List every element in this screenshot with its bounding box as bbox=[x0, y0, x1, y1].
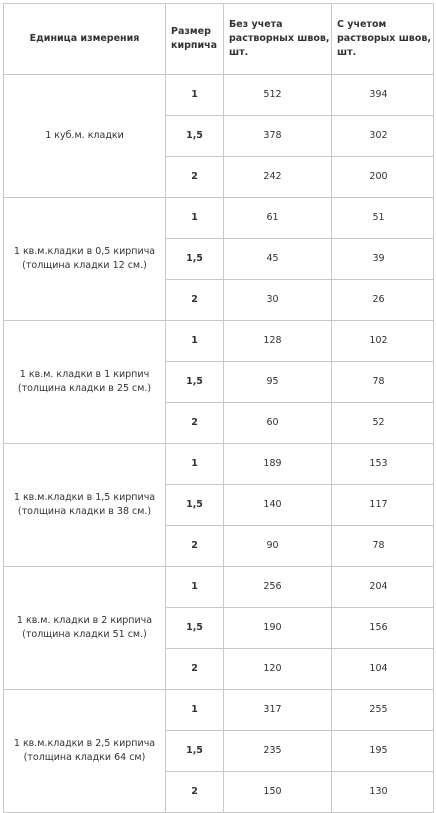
header-row bbox=[4, 4, 434, 75]
without-joints-cell: 150 bbox=[224, 772, 332, 813]
without-joints-cell: 378 bbox=[224, 116, 332, 157]
unit-cell: 1 кв.м. кладки в 1 кирпич (толщина кладки в 25 см.) bbox=[4, 321, 166, 444]
unit-cell: 1 кв.м. кладки в 2 кирпича (толщина кладки 51 см.) bbox=[4, 567, 166, 690]
with-joints-cell: 156 bbox=[332, 608, 434, 649]
unit-cell: 1 кв.м.кладки в 2,5 кирпича (толщина кладки 64 см) bbox=[4, 690, 166, 813]
without-joints-cell: 190 bbox=[224, 608, 332, 649]
without-joints-cell: 512 bbox=[224, 75, 332, 116]
brick-size-cell: 2 bbox=[166, 526, 224, 567]
brick-size-cell: 1 bbox=[166, 198, 224, 239]
table-row bbox=[4, 690, 434, 731]
brick-size-cell: 1,5 bbox=[166, 731, 224, 772]
unit-cell: 1 кв.м.кладки в 1,5 кирпича (толщина кладки в 38 см.) bbox=[4, 444, 166, 567]
brick-size-cell: 2 bbox=[166, 649, 224, 690]
header-brick-size: Размер кирпича bbox=[166, 4, 224, 75]
without-joints-cell: 140 bbox=[224, 485, 332, 526]
with-joints-cell: 78 bbox=[332, 362, 434, 403]
without-joints-cell: 235 bbox=[224, 731, 332, 772]
with-joints-cell: 102 bbox=[332, 321, 434, 362]
table-row bbox=[4, 567, 434, 608]
brick-size-cell: 1,5 bbox=[166, 362, 224, 403]
brick-size-cell: 1 bbox=[166, 567, 224, 608]
brick-size-cell: 1,5 bbox=[166, 485, 224, 526]
with-joints-cell: 39 bbox=[332, 239, 434, 280]
without-joints-cell: 61 bbox=[224, 198, 332, 239]
without-joints-cell: 242 bbox=[224, 157, 332, 198]
table-body bbox=[4, 75, 434, 813]
without-joints-cell: 189 bbox=[224, 444, 332, 485]
with-joints-cell: 200 bbox=[332, 157, 434, 198]
without-joints-cell: 120 bbox=[224, 649, 332, 690]
unit-cell: 1 куб.м. кладки bbox=[4, 75, 166, 198]
with-joints-cell: 104 bbox=[332, 649, 434, 690]
without-joints-cell: 317 bbox=[224, 690, 332, 731]
brick-size-cell: 2 bbox=[166, 772, 224, 813]
table-row bbox=[4, 321, 434, 362]
without-joints-cell: 45 bbox=[224, 239, 332, 280]
brick-size-cell: 1,5 bbox=[166, 608, 224, 649]
brick-size-cell: 2 bbox=[166, 157, 224, 198]
with-joints-cell: 302 bbox=[332, 116, 434, 157]
without-joints-cell: 95 bbox=[224, 362, 332, 403]
with-joints-cell: 130 bbox=[332, 772, 434, 813]
brick-size-cell: 2 bbox=[166, 280, 224, 321]
brick-size-cell: 1,5 bbox=[166, 116, 224, 157]
with-joints-cell: 26 bbox=[332, 280, 434, 321]
brick-size-cell: 1 bbox=[166, 321, 224, 362]
without-joints-cell: 30 bbox=[224, 280, 332, 321]
brick-size-cell: 1,5 bbox=[166, 239, 224, 280]
table-row bbox=[4, 444, 434, 485]
with-joints-cell: 255 bbox=[332, 690, 434, 731]
with-joints-cell: 52 bbox=[332, 403, 434, 444]
brick-size-cell: 1 bbox=[166, 690, 224, 731]
unit-cell: 1 кв.м.кладки в 0,5 кирпича (толщина кладки 12 см.) bbox=[4, 198, 166, 321]
table-row bbox=[4, 198, 434, 239]
header-unit: Единица измерения bbox=[4, 4, 166, 75]
with-joints-cell: 51 bbox=[332, 198, 434, 239]
brick-size-cell: 1 bbox=[166, 75, 224, 116]
header-with-joints: С учетом растворых швов, шт. bbox=[332, 4, 434, 75]
brick-count-table bbox=[3, 3, 434, 813]
header-without-joints: Без учета растворных швов, шт. bbox=[224, 4, 332, 75]
with-joints-cell: 204 bbox=[332, 567, 434, 608]
brick-size-cell: 1 bbox=[166, 444, 224, 485]
without-joints-cell: 256 bbox=[224, 567, 332, 608]
table-row bbox=[4, 75, 434, 116]
without-joints-cell: 90 bbox=[224, 526, 332, 567]
brick-size-cell: 2 bbox=[166, 403, 224, 444]
with-joints-cell: 195 bbox=[332, 731, 434, 772]
with-joints-cell: 153 bbox=[332, 444, 434, 485]
without-joints-cell: 128 bbox=[224, 321, 332, 362]
with-joints-cell: 394 bbox=[332, 75, 434, 116]
without-joints-cell: 60 bbox=[224, 403, 332, 444]
with-joints-cell: 117 bbox=[332, 485, 434, 526]
with-joints-cell: 78 bbox=[332, 526, 434, 567]
